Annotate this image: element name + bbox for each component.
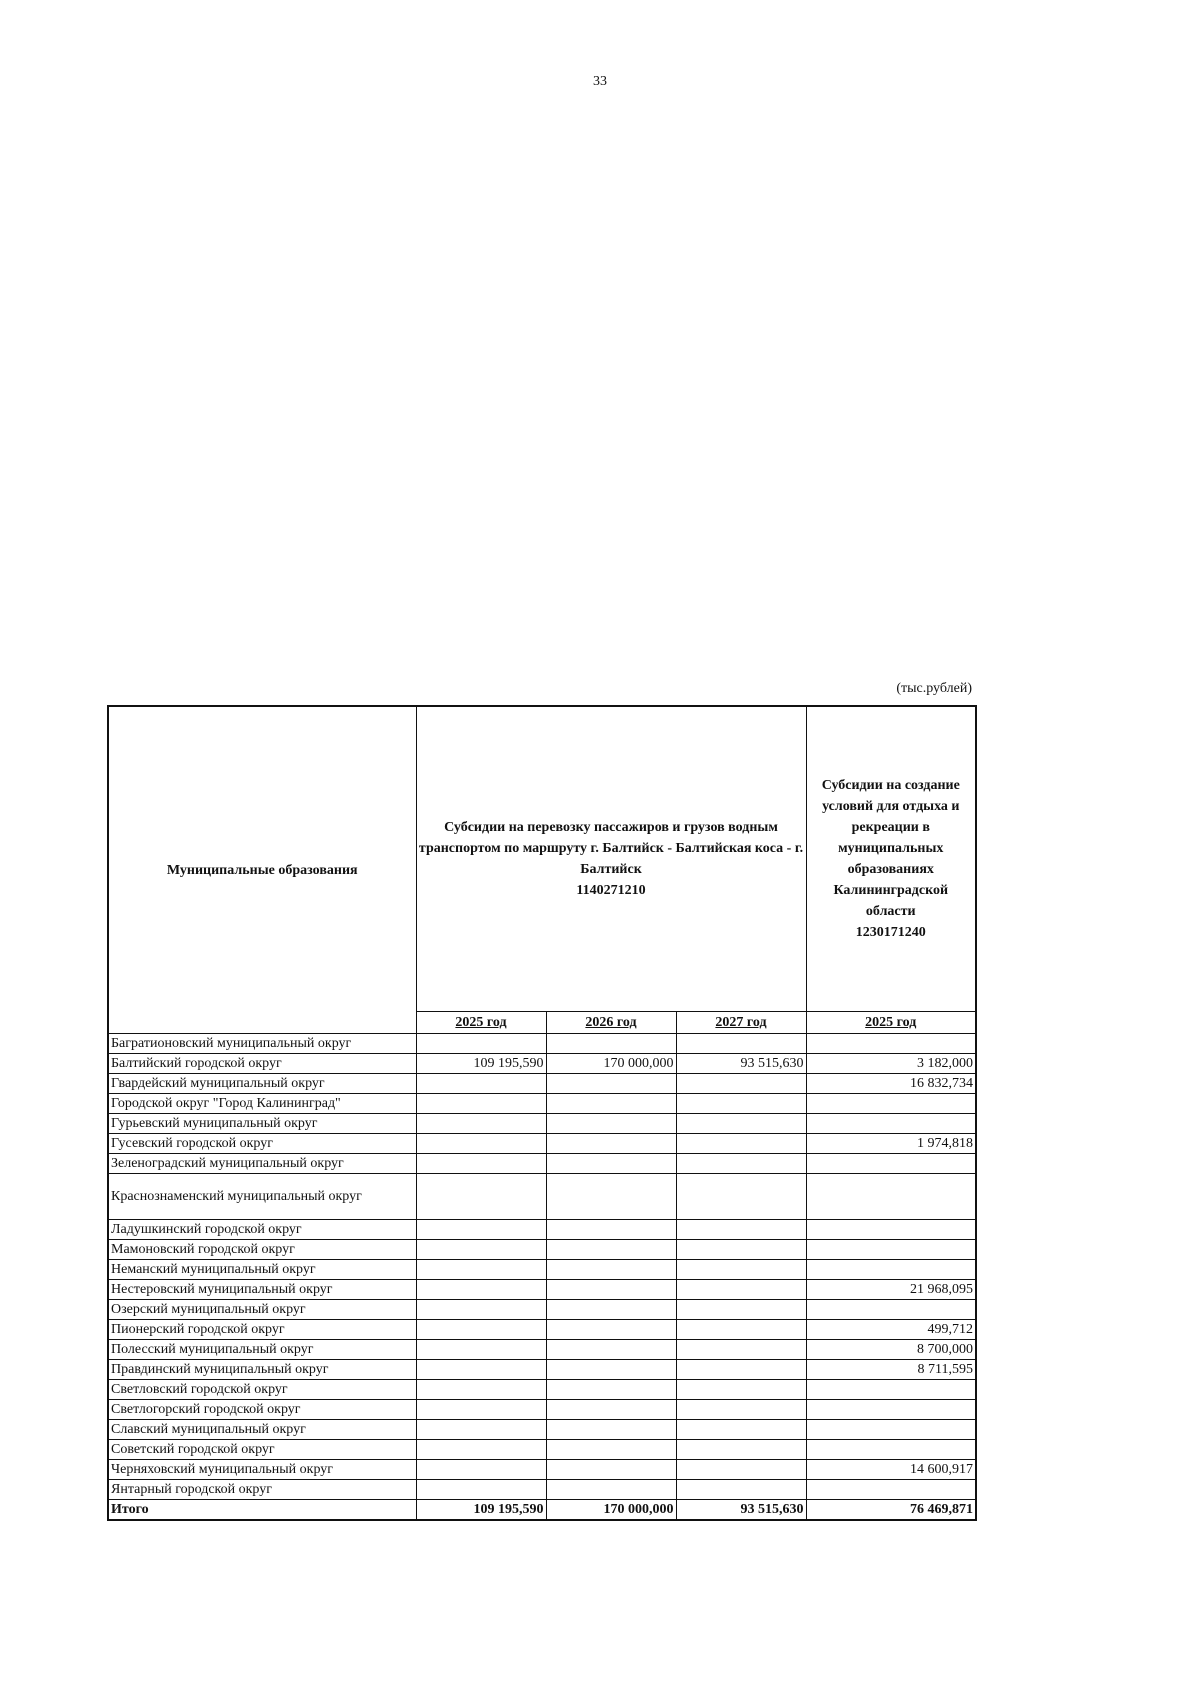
value-cell-r2025: 8 711,595: [806, 1360, 976, 1380]
municipality-name: Славский муниципальный округ: [108, 1420, 416, 1440]
value-cell-v2027: [676, 1220, 806, 1240]
municipality-name: Гвардейский муниципальный округ: [108, 1074, 416, 1094]
total-row: [108, 1500, 976, 1521]
total-value-r2025: 76 469,871: [806, 1500, 976, 1521]
value-cell-v2025: 109 195,590: [416, 1054, 546, 1074]
value-cell-r2025: [806, 1300, 976, 1320]
value-cell-v2025: [416, 1220, 546, 1240]
municipality-name: Советский городской округ: [108, 1440, 416, 1460]
value-cell-v2027: [676, 1154, 806, 1174]
table-row: [108, 1094, 976, 1114]
value-cell-v2026: [546, 1034, 676, 1054]
table-body: [108, 1034, 976, 1521]
header-recreation: [806, 706, 976, 1012]
value-cell-v2026: [546, 1094, 676, 1114]
municipality-name: Пионерский городской округ: [108, 1320, 416, 1340]
table-row: [108, 1174, 976, 1220]
value-cell-r2025: [806, 1440, 976, 1460]
value-cell-v2027: [676, 1480, 806, 1500]
value-cell-r2025: 14 600,917: [806, 1460, 976, 1480]
table-row: [108, 1320, 976, 1340]
value-cell-v2026: [546, 1280, 676, 1300]
table-row: [108, 1114, 976, 1134]
value-cell-r2025: [806, 1420, 976, 1440]
value-cell-v2026: [546, 1380, 676, 1400]
value-cell-v2026: [546, 1420, 676, 1440]
value-cell-r2025: [806, 1400, 976, 1420]
value-cell-v2025: [416, 1320, 546, 1340]
value-cell-v2027: [676, 1400, 806, 1420]
table-row: [108, 1280, 976, 1300]
value-cell-v2025: [416, 1114, 546, 1134]
value-cell-r2025: [806, 1480, 976, 1500]
value-cell-v2026: [546, 1220, 676, 1240]
municipality-name: Нестеровский муниципальный округ: [108, 1280, 416, 1300]
value-cell-v2027: [676, 1380, 806, 1400]
value-cell-v2027: [676, 1280, 806, 1300]
units-note: (тыс.рублей): [896, 681, 972, 696]
header-municipality: Муниципальные образования: [108, 706, 416, 1034]
value-cell-r2025: [806, 1380, 976, 1400]
value-cell-v2027: [676, 1240, 806, 1260]
header-water-transport-title: Субсидии на перевозку пассажиров и грузов водным транспортом по маршруту г. Балтийск - Балтийская коса - г. Балтийск: [418, 820, 804, 877]
value-cell-v2026: [546, 1400, 676, 1420]
table-row: [108, 1380, 976, 1400]
value-cell-r2025: [806, 1034, 976, 1054]
municipality-name: Краснознаменский муниципальный округ: [108, 1174, 416, 1220]
value-cell-v2026: [546, 1240, 676, 1260]
table-row: [108, 1240, 976, 1260]
table-row: [108, 1440, 976, 1460]
value-cell-r2025: [806, 1220, 976, 1240]
value-cell-v2026: [546, 1480, 676, 1500]
value-cell-v2026: [546, 1460, 676, 1480]
municipality-name: Неманский муниципальный округ: [108, 1260, 416, 1280]
table-row: [108, 1260, 976, 1280]
value-cell-v2025: [416, 1440, 546, 1460]
municipality-name: Светлогорский городской округ: [108, 1400, 416, 1420]
value-cell-v2026: [546, 1114, 676, 1134]
value-cell-r2025: [806, 1174, 976, 1220]
value-cell-v2025: [416, 1134, 546, 1154]
year-header: 2025 год: [806, 1012, 976, 1034]
value-cell-v2027: [676, 1074, 806, 1094]
value-cell-v2026: [546, 1300, 676, 1320]
municipality-name: Зеленоградский муниципальный округ: [108, 1154, 416, 1174]
table-row: [108, 1134, 976, 1154]
municipality-name: Балтийский городской округ: [108, 1054, 416, 1074]
value-cell-v2025: [416, 1154, 546, 1174]
municipality-name: Янтарный городской округ: [108, 1480, 416, 1500]
municipality-name: Мамоновский городской округ: [108, 1240, 416, 1260]
value-cell-v2027: [676, 1320, 806, 1340]
municipality-name: Гусевский городской округ: [108, 1134, 416, 1154]
value-cell-v2025: [416, 1240, 546, 1260]
municipality-name: Правдинский муниципальный округ: [108, 1360, 416, 1380]
value-cell-v2025: [416, 1400, 546, 1420]
value-cell-v2025: [416, 1174, 546, 1220]
municipality-name: Полесский муниципальный округ: [108, 1340, 416, 1360]
table-row: [108, 1034, 976, 1054]
value-cell-v2025: [416, 1340, 546, 1360]
municipality-name: Ладушкинский городской округ: [108, 1220, 416, 1240]
table-row: [108, 1300, 976, 1320]
header-water-transport-code: 1140271210: [576, 883, 646, 898]
municipality-name: Озерский муниципальный округ: [108, 1300, 416, 1320]
value-cell-r2025: [806, 1240, 976, 1260]
value-cell-r2025: 3 182,000: [806, 1054, 976, 1074]
value-cell-v2026: 170 000,000: [546, 1054, 676, 1074]
table-row: [108, 1054, 976, 1074]
header-recreation-code: 1230171240: [855, 925, 926, 940]
value-cell-v2027: [676, 1094, 806, 1114]
table-row: [108, 1420, 976, 1440]
value-cell-v2027: [676, 1460, 806, 1480]
value-cell-v2026: [546, 1320, 676, 1340]
value-cell-v2027: [676, 1114, 806, 1134]
value-cell-v2025: [416, 1300, 546, 1320]
value-cell-v2026: [546, 1340, 676, 1360]
value-cell-v2027: [676, 1260, 806, 1280]
year-header: 2025 год: [416, 1012, 546, 1034]
value-cell-v2027: [676, 1340, 806, 1360]
value-cell-v2027: [676, 1440, 806, 1460]
total-value-v2025: 109 195,590: [416, 1500, 546, 1521]
municipality-name: Светловский городской округ: [108, 1380, 416, 1400]
table-row: [108, 1400, 976, 1420]
header-water-transport: [416, 706, 806, 1012]
municipality-name: Гурьевский муниципальный округ: [108, 1114, 416, 1134]
value-cell-v2025: [416, 1380, 546, 1400]
value-cell-v2026: [546, 1154, 676, 1174]
total-label: Итого: [108, 1500, 416, 1521]
table-row: [108, 1340, 976, 1360]
value-cell-v2027: [676, 1174, 806, 1220]
value-cell-r2025: 21 968,095: [806, 1280, 976, 1300]
value-cell-v2026: [546, 1440, 676, 1460]
value-cell-v2025: [416, 1280, 546, 1300]
value-cell-r2025: [806, 1260, 976, 1280]
value-cell-v2027: [676, 1034, 806, 1054]
municipality-name: Багратионовский муниципальный округ: [108, 1034, 416, 1054]
subsidies-table: [107, 705, 977, 1521]
value-cell-v2026: [546, 1074, 676, 1094]
value-cell-v2025: [416, 1034, 546, 1054]
year-header: 2027 год: [676, 1012, 806, 1034]
value-cell-v2027: 93 515,630: [676, 1054, 806, 1074]
value-cell-r2025: 499,712: [806, 1320, 976, 1340]
total-value-v2026: 170 000,000: [546, 1500, 676, 1521]
table-row: [108, 1360, 976, 1380]
value-cell-v2025: [416, 1360, 546, 1380]
table-row: [108, 1460, 976, 1480]
municipality-name: Черняховский муниципальный округ: [108, 1460, 416, 1480]
value-cell-r2025: 8 700,000: [806, 1340, 976, 1360]
value-cell-v2025: [416, 1480, 546, 1500]
value-cell-v2027: [676, 1300, 806, 1320]
year-header: 2026 год: [546, 1012, 676, 1034]
value-cell-r2025: [806, 1154, 976, 1174]
total-value-v2027: 93 515,630: [676, 1500, 806, 1521]
value-cell-v2027: [676, 1420, 806, 1440]
value-cell-r2025: [806, 1114, 976, 1134]
value-cell-v2025: [416, 1460, 546, 1480]
value-cell-v2025: [416, 1074, 546, 1094]
table-row: [108, 1154, 976, 1174]
value-cell-r2025: [806, 1094, 976, 1114]
value-cell-v2026: [546, 1174, 676, 1220]
value-cell-v2025: [416, 1094, 546, 1114]
table-row: [108, 1074, 976, 1094]
value-cell-r2025: 16 832,734: [806, 1074, 976, 1094]
value-cell-v2027: [676, 1134, 806, 1154]
value-cell-v2025: [416, 1420, 546, 1440]
value-cell-v2025: [416, 1260, 546, 1280]
table-row: [108, 1480, 976, 1500]
value-cell-v2026: [546, 1134, 676, 1154]
value-cell-v2026: [546, 1360, 676, 1380]
page-number: 33: [593, 74, 607, 89]
municipality-name: Городской округ "Город Калининград": [108, 1094, 416, 1114]
header-recreation-title: Субсидии на создание условий для отдыха и рекреации в муниципальных образованиях Калининградской области: [821, 778, 960, 919]
value-cell-v2027: [676, 1360, 806, 1380]
value-cell-v2026: [546, 1260, 676, 1280]
table-row: [108, 1220, 976, 1240]
value-cell-r2025: 1 974,818: [806, 1134, 976, 1154]
